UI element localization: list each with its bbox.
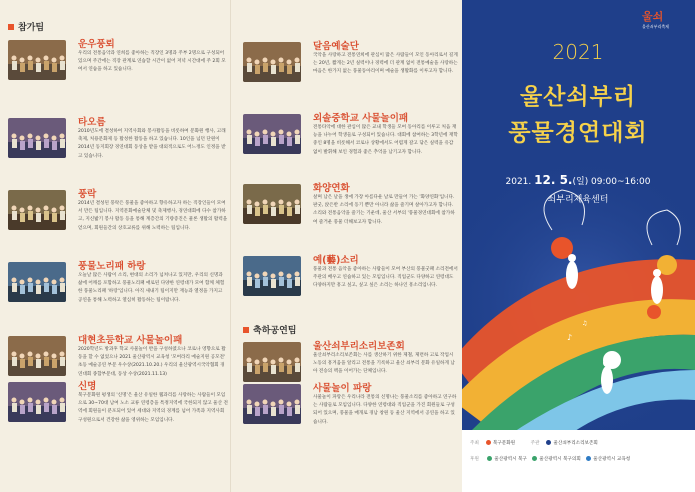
team-description: 2010년도에 결성하여 지역사회와 봉사활동을 비롯하여 문화원 행사, 고래축제, 처용문화제 등 활성한 활동을 하고 있습니다. 10인을 넘던 단원이 2014년 동지회장 경연대회 동상을 받을 대외적으로도 어느정도 인정을 받고 있습니다.	[78, 129, 226, 159]
team-description: 2014년 결성된 풍락은 풍물을 좋아하고 향유하고자 하는 직장인들이 모여서 만든 팀입니다. 지역문화예술단체 및 축제행사, 경연대회에 다수 참가하고, 지신밟기 봉사 활동 등을 통해 계층간의 기량증진은 물론 생활의 활력을 얻으며, 회원들간의 상호교류를 위해 노력하는 팀입니다.	[78, 201, 228, 231]
sponsor-name: 울산광역시 북구	[494, 457, 527, 462]
sponsor-logo-icon	[487, 456, 492, 461]
team-title: 화양연화	[313, 183, 350, 194]
team-description: 2020학년도 방과후 학교 사물놀이 반을 구성하였으나 코로나 영향으로 활동을 할 수 없었으나 2021 울산광역시 교육청 '모여라리 예술지원 공모전' 초등 예술공연 부문 우수상(2021.10.20.) 우리의 울산광역시국악협회 경연대회 종합부문대, 동상 수상(2021.11.13)	[78, 347, 226, 377]
organizer-name: 울산쇠부리소리보존회	[553, 441, 598, 446]
poster-artwork	[462, 0, 695, 492]
host-row	[470, 440, 598, 446]
svg-text:♪: ♪	[567, 333, 573, 342]
team-photo	[243, 42, 301, 82]
team-photo	[8, 40, 66, 80]
sponsor-row	[470, 456, 630, 462]
section-participants-label: 참가팀	[18, 23, 45, 33]
team-photo	[243, 256, 301, 296]
team-title: 신명	[78, 381, 97, 392]
team-description: 사물놀이 파랑은 우리나라 전통의 신명나는 풍물소리를 좋아하고 연구하는 사람들로 모임입니다. 다양한 연령대와 직업군을 가진 회원들로 구성되어 있으며, 풍물을 매개로 경남 창원 등 울산 지역에서 공연을 하고 있습니다.	[313, 395, 457, 425]
date-main: 12. 5.	[534, 173, 573, 187]
team-title: 울산쇠부리소리보존회	[313, 341, 405, 352]
team-title: 사물놀이 파랑	[313, 383, 372, 394]
team-description: 우리의 전통음악과 연희를 좋아하는 직장인 3명과 주부 2명으로 구성되어 있으며 주간에는 직장 관계로 연습할 시간이 없어 저녁 시간대에 주 2회 모여서 연습을 하고 있습니다.	[78, 51, 226, 73]
poster-title-line2: 풍물경연대회	[508, 120, 648, 146]
event-date	[468, 173, 688, 187]
team-title: 풍물노리패 하랑	[78, 261, 146, 272]
sponsor-label: 후원	[470, 457, 479, 462]
host-logo-icon	[486, 440, 491, 445]
organizer-label: 주관	[530, 441, 540, 446]
host-name: 북구문화원	[492, 441, 516, 446]
host-label: 주최	[470, 441, 479, 446]
panel-middle	[230, 0, 463, 492]
organizer-logo-icon	[546, 440, 551, 445]
team-photo	[243, 384, 301, 424]
team-photo	[8, 382, 66, 422]
section-celebration-label: 축하공연팀	[253, 326, 297, 336]
team-description: 전통타악에 대한 관심이 많은 교내 학생들 모여 동아리를 이루고 처음 재능을 나누어 학생들로 구성되어 있습니다. 대회에 참여하는 3학년에 재학중인 8명을 비롯해서 코로나 상황에서도 어렵게 갈고 닦은 실력을 유감 없이 발휘해 보인 경험과 좋은 추억을 남기고자 합니다.	[313, 125, 458, 155]
team-title: 달음예술단	[313, 41, 359, 52]
poster-title-line1: 울산쇠부리	[519, 84, 637, 110]
team-title: 타오름	[78, 117, 106, 128]
logo-text: 울쇠	[642, 10, 664, 23]
team-description: 울산쇠부리소리보존회는 사를 생산하기 위한 제철, 제련하 고로 작업시 노동의 흥겨움을 알리고 전통을 기록하고 울산 쇠부리 문화 유일하게 남아 전승의 맥을 이어가는 단체입니다.	[313, 353, 455, 375]
section-celebration	[243, 323, 296, 336]
team-description: 살며 남은 날을 생애 가장 아름다운 날로 만들어 가는 '화양연화'입니다. 판굿, 앉은반 소리에 동기 뿐만 아니라 삶을 즐기며 살아가고자 합니다. 소리와 전통음악을 즐기는 기운데, 울산 서부의 '풍물경연대회에 참가하여 즐거운 풍물 더해보고자 합니다.	[313, 195, 455, 225]
logo-subtext: 울산쇠부리축제	[642, 24, 670, 29]
team-photo	[8, 190, 66, 230]
team-title: 풍락	[78, 189, 97, 200]
team-description: 오늘날 많은 사람이 소리, 현대의 소리가 넘쳐나고 있지만, 우리의 신명과 삶에 어깨를 포함하고 풍물노리패 애로된 다양한 연령대가 모여 함께 체험 한 풍물노리패 '하랑'입니다. 아직 새내기 팀이지만 재능과 열정을 가지고 공연을 통해 노력하고 열심히 활동하는 팀이랍니다.	[78, 273, 225, 303]
team-description: 풍물과 전통 음악을 좋아하는 사람들이 모여 부산의 풍물굿패 소리전에서 주관의 배우고 연습하고 있는 모임입니다. 직업군도 다양하고 연령대도 다양하지만 흥고 싶고, 싶고 싶은 소리는 하나인 흥소리입니다.	[313, 267, 458, 289]
section-participants	[8, 20, 44, 33]
team-photo	[243, 184, 301, 224]
poster-panel	[462, 0, 695, 492]
team-photo	[8, 118, 66, 158]
panel-left	[0, 0, 230, 492]
team-photo	[8, 262, 66, 302]
poster-year: 2021	[552, 40, 604, 64]
sponsor-logo-icon	[586, 456, 591, 461]
sponsor-footer	[462, 430, 695, 492]
team-description: 국악을 사랑하고 전통연희에 관심이 많은 사람들이 모인 동아리로서 길게는 20년, 짧게는 2년 실력이나 경력에 더 관계 없이 전통예술을 사랑하는 마음은 한가지 없는 풍물동아리이며 예술을 생활화를 이루고자 합니다.	[313, 53, 458, 75]
date-prefix: 2021.	[505, 177, 532, 187]
svg-text:♫: ♫	[582, 320, 588, 327]
team-title: 운우풍뢰	[78, 39, 115, 50]
team-photo	[243, 342, 301, 382]
team-title: 예(藝)소리	[313, 255, 359, 266]
sponsor-logo-icon	[532, 456, 537, 461]
team-photo	[8, 336, 66, 376]
event-venue: 쇠부리체육센터	[547, 195, 609, 205]
date-suffix: (일) 09:00~16:00	[572, 177, 651, 187]
team-description: 북구문화원 평생의 '신명'은 울산 유일한 웹과리를 사랑하는 사람들이 모임으로 30~70대 남여 노소 교류 연령층을 특정지역에 국한되지 않고 울산 전역에 회원들이 분포되어 있어 세대와 지역의 경계를 넘어 가족과 지역사회 구성원으로서 건강한 삶을 영위하는 모임입니다.	[78, 393, 228, 423]
team-title: 외솔중학교 사물놀이패	[313, 113, 409, 124]
team-photo	[243, 114, 301, 154]
sponsor-name: 울산광역시 북구의회	[539, 457, 581, 462]
festival-logo	[642, 8, 669, 30]
team-title: 대현초등학교 사물놀이패	[78, 335, 183, 346]
sponsor-name: 울산광역시 교육청	[593, 457, 631, 462]
